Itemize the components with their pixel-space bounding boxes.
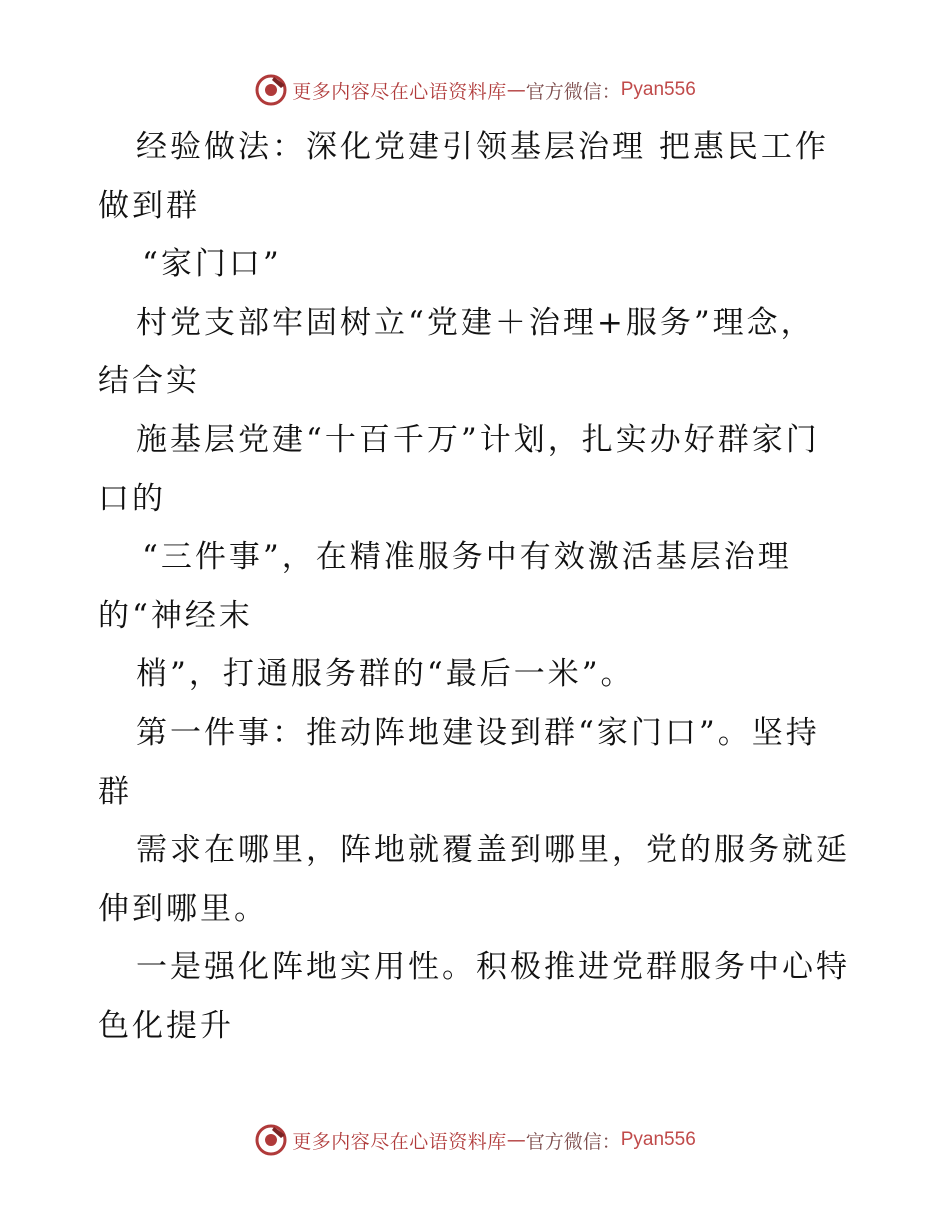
watermark-label: 官方微信： xyxy=(525,80,621,103)
text-line: 村党支部牢固树立“党建＋治理+服务”理念， xyxy=(136,304,815,341)
watermark-separator: — xyxy=(506,79,526,101)
watermark-account: Pyan556 xyxy=(620,79,696,100)
header-watermark xyxy=(0,70,950,110)
text-line: 色化提升 xyxy=(98,1007,234,1044)
watermark-label: 官方微信： xyxy=(525,1130,621,1153)
footer-watermark xyxy=(0,1120,950,1160)
brand-logo-icon xyxy=(254,73,288,107)
text-line: 梢”，打通服务群的“最后一米”。 xyxy=(136,656,635,693)
text-line: 伸到哪里。 xyxy=(98,890,268,927)
document-body xyxy=(98,118,858,1056)
text-line: 结合实 xyxy=(98,363,200,400)
text-line: 第一件事：推动阵地建设到群“家门口”。坚持 xyxy=(136,714,820,751)
watermark-brand: 更多内容尽在心语资料库 xyxy=(292,80,507,103)
text-line: 一是强化阵地实用性。积极推进党群服务中心特 xyxy=(136,949,850,986)
watermark-separator: — xyxy=(506,1129,526,1151)
watermark-account: Pyan556 xyxy=(620,1129,696,1150)
text-line: “家门口” xyxy=(142,246,282,283)
text-line: 口的 xyxy=(98,480,166,517)
watermark-brand: 更多内容尽在心语资料库 xyxy=(292,1130,507,1153)
text-line: “三件事”，在精准服务中有效激活基层治理 xyxy=(142,539,792,576)
brand-logo-icon xyxy=(254,1123,288,1157)
text-line: 群 xyxy=(98,773,132,810)
text-line: 的“神经末 xyxy=(98,597,253,634)
text-line: 施基层党建“十百千万”计划，扎实办好群家门 xyxy=(136,421,820,458)
text-line: 经验做法：深化党建引领基层治理 把惠民工作 xyxy=(136,129,829,165)
text-line: 做到群 xyxy=(98,187,200,224)
text-line: 需求在哪里，阵地就覆盖到哪里，党的服务就延 xyxy=(136,832,850,869)
